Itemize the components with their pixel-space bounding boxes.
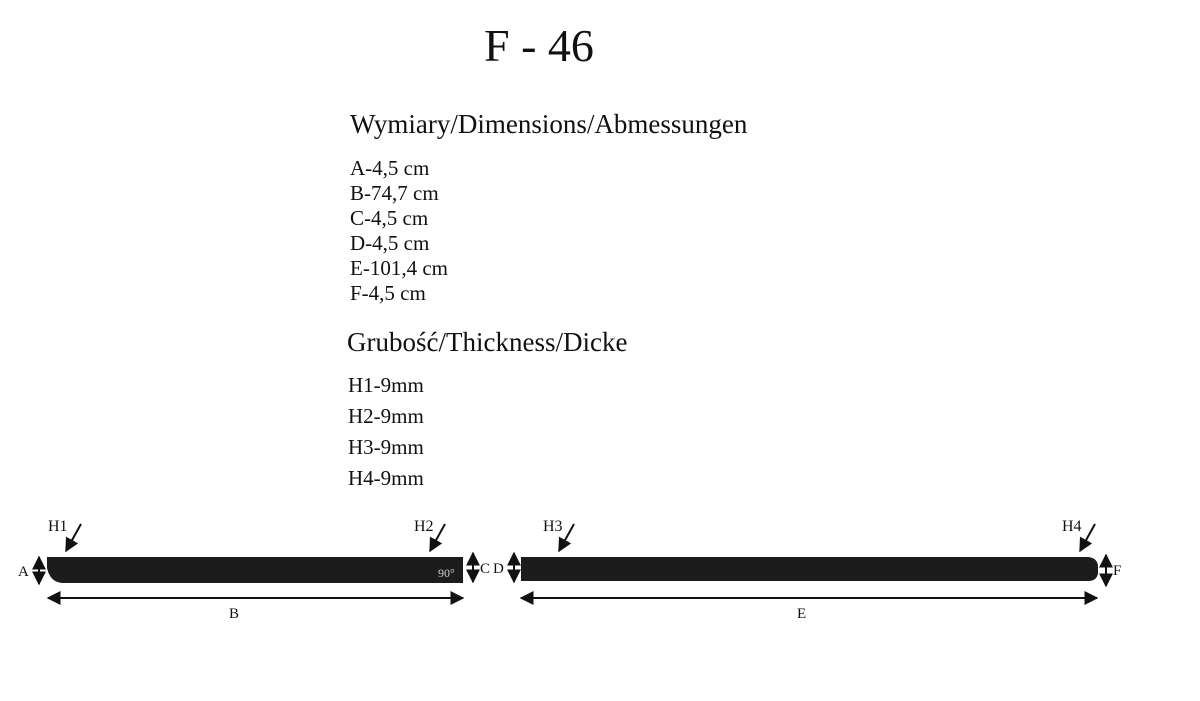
marker-h4-label: H4 xyxy=(1062,518,1082,535)
dimension-e: E-101,4 cm xyxy=(350,256,448,280)
marker-h2-label: H2 xyxy=(414,518,434,535)
height-f-label: F xyxy=(1113,563,1122,579)
dimension-f: F-4,5 cm xyxy=(350,281,426,305)
marker-h4-arrow xyxy=(1080,524,1095,551)
thickness-heading: Grubość/Thickness/Dicke xyxy=(347,327,628,357)
length-e-label: E xyxy=(797,606,807,622)
marker-h1-label: H1 xyxy=(48,518,68,535)
right-strip-group xyxy=(493,518,1121,622)
page-title: F - 46 xyxy=(484,20,594,71)
dimension-b: B-74,7 cm xyxy=(350,181,439,205)
left-strip-group xyxy=(18,518,490,622)
height-a-label: A xyxy=(18,564,29,580)
angle-label: 90° xyxy=(438,566,455,580)
thickness-h2: H2-9mm xyxy=(348,404,424,428)
height-d-label: D xyxy=(493,561,504,577)
dimension-a: A-4,5 cm xyxy=(350,156,430,180)
thickness-h1: H1-9mm xyxy=(348,373,424,397)
thickness-h4: H4-9mm xyxy=(348,466,424,490)
dimension-c: C-4,5 cm xyxy=(350,206,429,230)
marker-h3-label: H3 xyxy=(543,518,563,535)
height-c-label: C xyxy=(480,561,491,577)
thickness-h3: H3-9mm xyxy=(348,435,424,459)
marker-h1-arrow xyxy=(66,524,81,551)
left-strip xyxy=(47,557,463,583)
right-strip xyxy=(521,557,1098,581)
length-b-label: B xyxy=(229,606,240,622)
dimensions-heading: Wymiary/Dimensions/Abmessungen xyxy=(350,109,748,139)
dimension-d: D-4,5 cm xyxy=(350,231,430,255)
